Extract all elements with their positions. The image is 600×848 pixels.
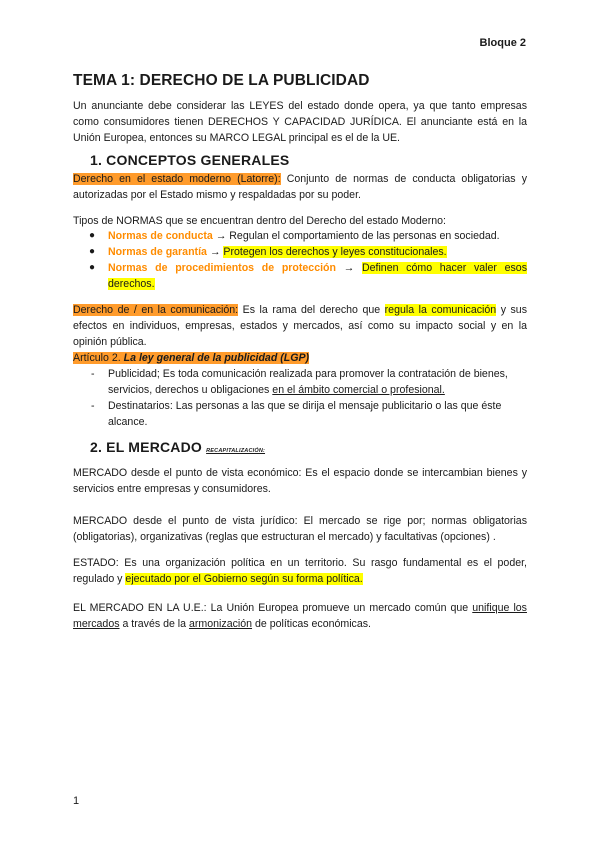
section-2-subheading: RECAPITALIZACIÓN: (206, 448, 266, 454)
norm-types-list (73, 228, 527, 292)
article-heading-highlight (73, 352, 309, 364)
norm-name: Normas de conducta (108, 230, 213, 242)
definition-text: Conjunto de normas de conducta obligatorias y autorizadas por el Estado mismo y respaldadas por su poder. (73, 173, 527, 201)
norm-name: Normas de garantía (108, 246, 207, 258)
norm-description: Protegen los derechos y leyes constitucionales. (223, 246, 447, 258)
norm-types-intro: Tipos de NORMAS que se encuentran dentro del Derecho del estado Moderno: (73, 215, 446, 227)
section-2-heading-text: 2. EL MERCADO (90, 439, 207, 455)
norm-name: Normas de procedimientos de protección (108, 262, 336, 274)
list-item (73, 228, 527, 244)
article-label: Artículo 2. (73, 352, 124, 364)
block-label: Bloque 2 (479, 37, 526, 49)
section-1-heading: 1. CONCEPTOS GENERALES (90, 152, 290, 168)
communication-term: Derecho de / en la comunicación: (73, 304, 239, 316)
eu-text-2: a través de la (119, 618, 190, 630)
article-list (73, 366, 527, 430)
bullet-icon: ● (89, 262, 96, 273)
state-highlight: ejecutado por el Gobierno según su forma política. (125, 573, 363, 585)
list-item (73, 366, 527, 398)
dash-icon: - (91, 368, 95, 380)
arrow-icon: → (206, 246, 224, 258)
state-text: ESTADO: Es una organización política en un territorio. Su rasgo fundamental es el poder, regulado y (73, 557, 527, 585)
page-title: TEMA 1: DERECHO DE LA PUBLICIDAD (73, 72, 370, 89)
arrow-icon: → (212, 230, 230, 242)
bullet-icon: ● (89, 230, 96, 241)
definition-term: Derecho en el estado moderno (Latorre): (73, 173, 281, 185)
norm-description: Definen cómo hacer valer esos derechos. (108, 262, 527, 290)
page-number: 1 (73, 795, 80, 807)
list-item (73, 398, 527, 430)
article-heading (73, 350, 527, 366)
eu-market-paragraph (73, 600, 527, 632)
bullet-icon: ● (89, 246, 96, 257)
state-paragraph (73, 555, 527, 587)
eu-text-3: de políticas económicas. (252, 618, 371, 630)
norm-description: Regulan el comportamiento de las personas en sociedad. (229, 230, 500, 242)
communication-paragraph (73, 302, 527, 350)
eu-underline-2: armonización (189, 618, 253, 630)
arrow-icon: → (335, 262, 362, 274)
communication-text-rest: y sus efectos en individuos, empresas, estados y mercados, así como su impacto social y en la opinión pública. (73, 304, 528, 348)
intro-paragraph: Un anunciante debe considerar las LEYES del estado donde opera, ya que tanto empresas como consumidores tienen DERECHOS Y CAPACIDAD JURÍDICA. El anunciante está en la Unión Europea, entonces su MARCO LEGAL principal es el de la UE. (73, 100, 527, 144)
list-item-text: Publicidad; Es toda comunicación realizada para promover la contratación de bienes, servicios, derechos u obligaciones (108, 368, 508, 396)
list-item-underline: en el ámbito comercial o profesional. (272, 384, 445, 396)
list-item (73, 244, 527, 260)
definition-paragraph (73, 171, 527, 203)
list-item-text: Destinatarios: Las personas a las que se dirija el mensaje publicitario o las que éste alcance. (108, 400, 502, 428)
article-title: La ley general de la publicidad (LGP) (123, 352, 310, 364)
market-legal-paragraph: MERCADO desde el punto de vista jurídico: El mercado se rige por; normas obligatorias (obligatorias), organizativas (reglas que estructuran el mercado) y facultativas (opciones) . (73, 515, 527, 543)
section-2-heading (90, 439, 265, 455)
eu-text: EL MERCADO EN LA U.E.: La Unión Europea promueve un mercado común que (73, 602, 473, 614)
list-item (73, 260, 527, 292)
eu-underline-1: unifique los mercados (73, 602, 527, 630)
communication-highlight: regula la comunicación (384, 304, 497, 316)
dash-icon: - (91, 400, 95, 412)
communication-text: Es la rama del derecho que (238, 304, 385, 316)
market-economic-paragraph: MERCADO desde el punto de vista económico: Es el espacio donde se intercambian bienes y servicios entre empresas y consumidores. (73, 467, 527, 495)
